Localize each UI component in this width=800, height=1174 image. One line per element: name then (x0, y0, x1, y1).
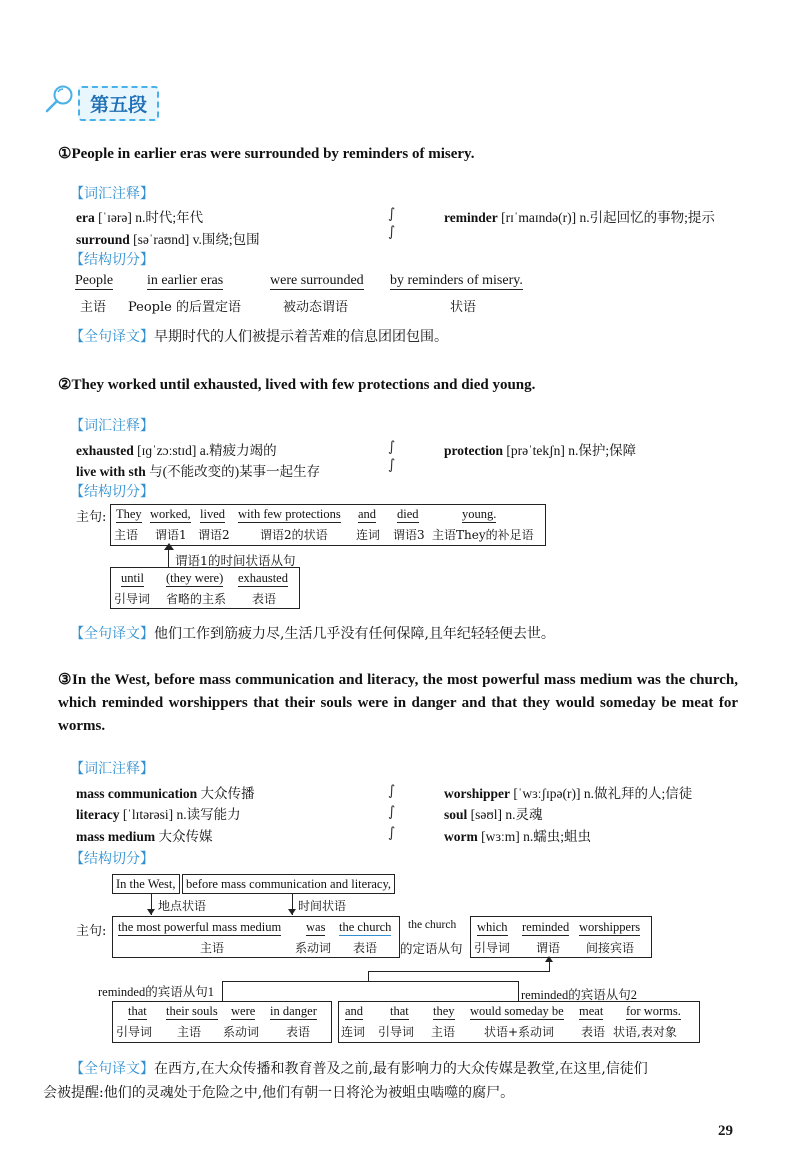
wavy-divider: ∫ ∫ (388, 206, 396, 240)
phrase: which (477, 920, 508, 934)
role: 表语 (353, 941, 378, 955)
sentence-2: ②They worked until exhausted, lived with few protections and died young. (58, 377, 536, 393)
phrase: by reminders of misery. (390, 273, 523, 288)
phrase: meat (579, 1004, 604, 1018)
role: 主语 (114, 528, 139, 542)
connector-line (518, 981, 519, 1001)
sentence-3: ③In the West, before mass communication and literacy, the most powerful mass medium was the church, which reminded worshippers that their souls were in danger and that they would someday be meat for worms. (58, 672, 738, 734)
antecedent: the church (339, 920, 392, 934)
role: 连词 (356, 528, 381, 542)
phrase: People (75, 273, 114, 288)
wavy-divider: ∫ ∫ ∫ (388, 783, 396, 841)
translation: 【全句译文】他们工作到筋疲力尽,生活几乎没有任何保障,且年纪轻轻便去世。 (70, 626, 555, 642)
role: 表语 (252, 592, 277, 606)
role: 时间状语 (298, 899, 347, 913)
vocab-item: mass medium 大众传媒 (76, 829, 213, 844)
vocab-item: worshipper [ˈwɜːʃɪpə(r)] n.做礼拜的人;信徒 (444, 786, 693, 801)
translation: 【全句译文】早期时代的人们被提示着苦难的信息团团包围。 (70, 329, 448, 345)
vocab-item: mass communication 大众传播 (76, 786, 255, 801)
role: 状语+系动词 (484, 1025, 555, 1039)
connector-line (368, 971, 550, 972)
phrase: young. (462, 507, 497, 521)
vocab-item: soul [səʊl] n.灵魂 (444, 807, 543, 822)
phrase: that (128, 1004, 147, 1018)
sentence-1: ①People in earlier eras were surrounded by reminders of misery. (58, 146, 475, 162)
connector-line (222, 981, 518, 982)
phrase: for worms. (626, 1004, 681, 1018)
arrow-up-icon (545, 956, 553, 962)
role: 状语 (450, 300, 477, 315)
structure-label: 【结构切分】 (70, 252, 154, 268)
role: 状语,表对象 (613, 1025, 677, 1039)
phrase: in danger (270, 1004, 317, 1018)
rel-label-top: the church (408, 919, 457, 931)
phrase: was (306, 920, 326, 934)
role: 主语 (200, 941, 225, 955)
role: 谓语1 (155, 528, 187, 542)
role: People 的后置定语 (128, 300, 241, 315)
translation-cont: 会被提醒:他们的灵魂处于危险之中,他们有朝一日将沦为被蛆虫啮噬的腐尸。 (43, 1085, 515, 1101)
phrase: and (345, 1004, 364, 1018)
page-number: 29 (718, 1123, 733, 1139)
main-clause-label: 主句: (76, 510, 107, 525)
phrase: in earlier eras (147, 273, 224, 288)
role: 引导词 (114, 592, 151, 606)
phrase: the most powerful mass medium (118, 920, 282, 934)
role: 地点状语 (158, 899, 207, 913)
role: 主语 (177, 1025, 202, 1039)
phrase: died (397, 507, 419, 521)
connector-line (368, 971, 369, 981)
connector-line (222, 981, 223, 1001)
arrow-down-icon (288, 909, 296, 915)
role: 谓语2的状语 (260, 528, 328, 542)
phrase: until (121, 571, 144, 585)
vocab-item: exhausted [ɪɡˈzɔːstɪd] a.精疲力竭的 (76, 443, 277, 458)
role: 被动态谓语 (283, 300, 349, 315)
phrase: with few protections (238, 507, 341, 521)
phrase: they (433, 1004, 455, 1018)
clause-note: 谓语1的时间状语从句 (175, 553, 296, 568)
role: 连词 (341, 1025, 366, 1039)
vocab-label: 【词汇注释】 (70, 186, 154, 202)
role: 主语 (80, 300, 107, 315)
phrase: would someday be (470, 1004, 564, 1018)
role: 谓语2 (198, 528, 230, 542)
translation: 【全句译文】在西方,在大众传播和教育普及之前,最有影响力的大众传媒是教堂,在这里,信徒们 (70, 1061, 648, 1077)
vocab-item: protection [prəˈtekʃn] n.保护;保障 (444, 443, 637, 458)
role: 谓语 (536, 941, 561, 955)
phrase: were (231, 1004, 256, 1018)
phrase: their souls (166, 1004, 218, 1018)
wavy-divider: ∫ ∫ (388, 439, 396, 473)
section-title: 第五段 (78, 86, 159, 121)
phrase: (they were) (166, 571, 224, 585)
phrase: that (390, 1004, 409, 1018)
vocab-label: 【词汇注释】 (70, 761, 154, 777)
role: 谓语3 (393, 528, 425, 542)
phrase: and (358, 507, 377, 521)
vocab-item: surround [səˈraʊnd] v.围绕;包围 (76, 232, 260, 247)
role: 表语 (286, 1025, 311, 1039)
role: 引导词 (116, 1025, 153, 1039)
vocab-item: worm [wɜːm] n.蠕虫;蛆虫 (444, 829, 592, 844)
arrow-up-icon (164, 543, 174, 550)
role: 系动词 (295, 941, 332, 955)
role: 表语 (581, 1025, 606, 1039)
phrase: lived (200, 507, 225, 521)
object-clause-label: reminded的宾语从句1 (98, 985, 214, 999)
vocab-item: reminder [rɪˈmaɪndə(r)] n.引起回忆的事物;提示 (444, 210, 715, 225)
phrase: were surrounded (270, 273, 364, 288)
adverbial-box: before mass communication and literacy, (182, 874, 395, 894)
phrase: They (116, 507, 142, 521)
structure-label: 【结构切分】 (70, 851, 154, 867)
role: 间接宾语 (586, 941, 635, 955)
main-clause-label: 主句: (76, 924, 107, 939)
magnifier-icon (44, 84, 76, 118)
arrow-down-icon (147, 909, 155, 915)
vocab-label: 【词汇注释】 (70, 418, 154, 434)
phrase: exhausted (238, 571, 288, 585)
role: 系动词 (223, 1025, 260, 1039)
role: 主语They的补足语 (432, 528, 534, 542)
role: 省略的主系 (166, 592, 227, 606)
vocab-item: live with sth 与(不能改变的)某事一起生存 (76, 464, 321, 479)
rel-label-bottom: 的定语从句 (400, 941, 463, 956)
role: 主语 (431, 1025, 456, 1039)
structure-label: 【结构切分】 (70, 484, 154, 500)
object-clause-label: reminded的宾语从句2 (521, 988, 637, 1002)
phrase: reminded (522, 920, 570, 934)
vocab-item: literacy [ˈlɪtərəsi] n.读写能力 (76, 807, 241, 822)
adverbial-box: In the West, (112, 874, 180, 894)
phrase: worshippers (579, 920, 641, 934)
role: 引导词 (474, 941, 511, 955)
role: 引导词 (378, 1025, 415, 1039)
phrase: worked, (150, 507, 191, 521)
vocab-item: era [ˈɪərə] n.时代;年代 (76, 210, 204, 225)
